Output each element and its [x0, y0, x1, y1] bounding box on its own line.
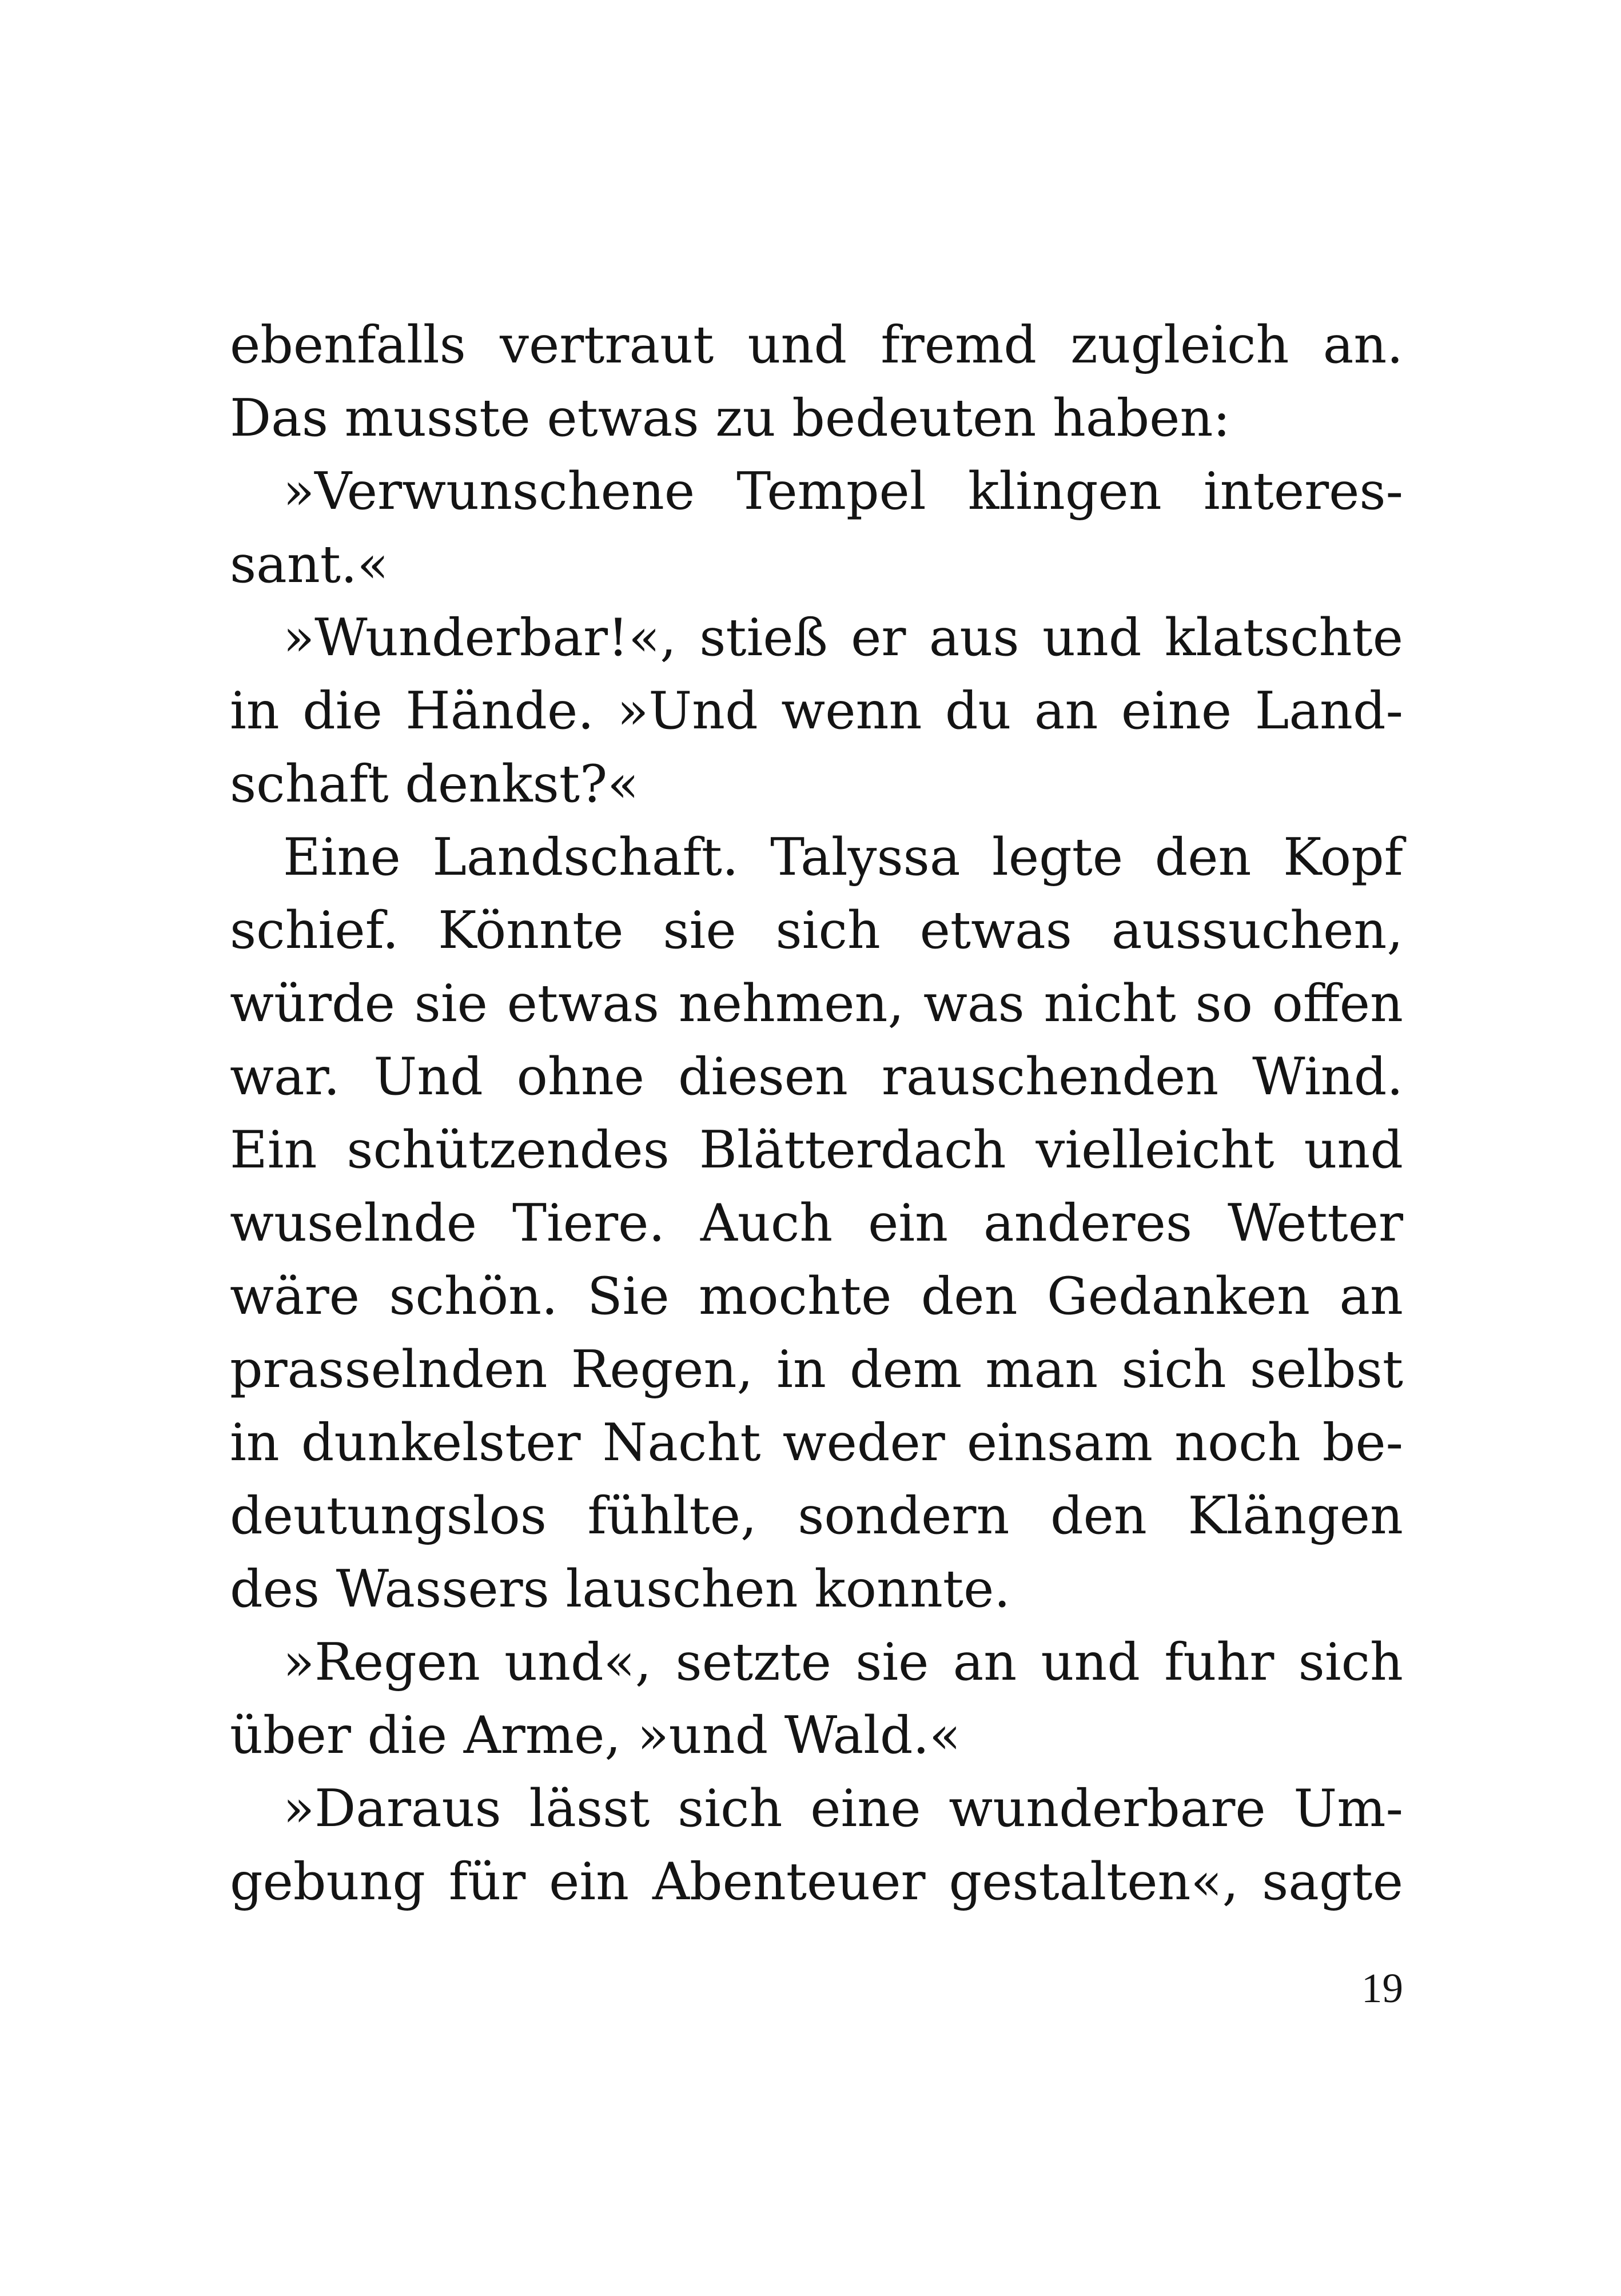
text-line: Eine Landschaft. Talyssa legte den Kopf — [283, 827, 1403, 887]
text-line: »Wunderbar!«, stieß er aus und klatschte — [283, 608, 1403, 668]
text-line: wäre schön. Sie mochte den Gedanken an — [230, 1266, 1403, 1326]
text-line: ebenfalls vertraut und fremd zugleich an. — [230, 315, 1403, 375]
text-line: schief. Könnte sie sich etwas aussuchen, — [230, 900, 1403, 960]
text-line: »Regen und«, setzte sie an und fuhr sich — [283, 1632, 1403, 1692]
text-line: prasselnden Regen, in dem man sich selbst — [230, 1340, 1403, 1400]
text-line: »Daraus lässt sich eine wunderbare Um- — [283, 1779, 1403, 1839]
text-line: des Wassers lauschen konnte. — [230, 1559, 1010, 1619]
text-line: in dunkelster Nacht weder einsam noch be- — [230, 1413, 1403, 1473]
text-line: schaft denkst?« — [230, 754, 639, 814]
text-line: deutungslos fühlte, sondern den Klängen — [230, 1486, 1403, 1546]
text-line: »Verwunschene Tempel klingen interes- — [283, 461, 1403, 521]
text-line: über die Arme, »und Wald.« — [230, 1705, 961, 1765]
text-line: sant.« — [230, 535, 389, 595]
text-line: wuselnde Tiere. Auch ein anderes Wetter — [230, 1193, 1403, 1253]
text-line: in die Hände. »Und wenn du an eine Land- — [230, 681, 1403, 741]
text-line: Ein schützendes Blätterdach vielleicht und — [230, 1120, 1403, 1180]
text-line: war. Und ohne diesen rauschenden Wind. — [230, 1047, 1403, 1107]
page-number: 19 — [1361, 1965, 1403, 2011]
page-body-text — [230, 309, 1403, 1919]
text-line: würde sie etwas nehmen, was nicht so offen — [230, 974, 1403, 1034]
text-line: Das musste etwas zu bedeuten haben: — [230, 388, 1230, 448]
text-line: gebung für ein Abenteuer gestalten«, sagte — [230, 1852, 1403, 1912]
